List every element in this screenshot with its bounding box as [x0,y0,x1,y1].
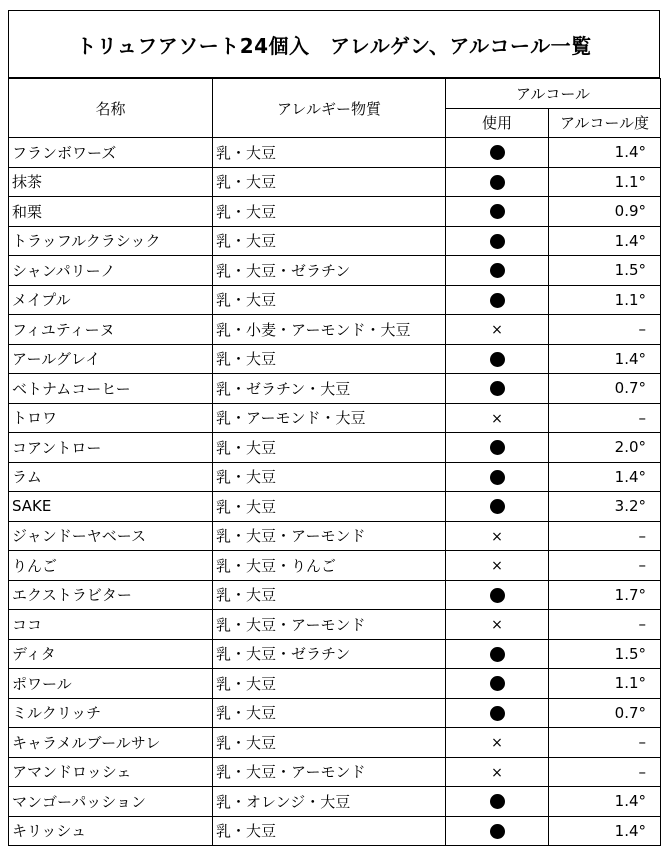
alcohol-degree-cell: – [549,551,661,581]
alcohol-degree-cell: 1.4° [549,816,661,846]
allergen-cell: 乳・大豆 [213,226,446,256]
product-name-cell: ラム [9,462,213,492]
filled-circle-icon [490,647,505,662]
alcohol-used-cell [446,816,549,846]
table-row [9,344,661,374]
table-row [9,462,661,492]
product-name-cell: ベトナムコーヒー [9,374,213,404]
table-row [9,315,661,345]
allergen-cell: 乳・大豆・アーモンド [213,757,446,787]
allergen-cell: 乳・ゼラチン・大豆 [213,374,446,404]
alcohol-degree-cell: 0.9° [549,197,661,227]
cross-mark: × [491,764,503,781]
allergen-cell: 乳・大豆・ゼラチン [213,256,446,286]
cross-mark: × [491,617,503,634]
filled-circle-icon [490,175,505,190]
allergen-cell: 乳・大豆 [213,285,446,315]
alcohol-degree-cell: 1.4° [549,138,661,168]
alcohol-used-cell [446,315,549,345]
alcohol-degree-cell: – [549,315,661,345]
filled-circle-icon [490,381,505,396]
alcohol-degree-cell: 1.1° [549,167,661,197]
table-row [9,757,661,787]
allergen-cell: 乳・大豆 [213,433,446,463]
table-row [9,138,661,168]
allergen-cell: 乳・大豆 [213,138,446,168]
table-row [9,787,661,817]
allergen-cell: 乳・大豆 [213,167,446,197]
allergen-cell: 乳・アーモンド・大豆 [213,403,446,433]
allergen-cell: 乳・大豆 [213,344,446,374]
filled-circle-icon [490,234,505,249]
table-row [9,521,661,551]
filled-circle-icon [490,824,505,839]
table-row [9,698,661,728]
allergen-cell: 乳・小麦・アーモンド・大豆 [213,315,446,345]
filled-circle-icon [490,676,505,691]
alcohol-used-cell [446,551,549,581]
alcohol-used-cell [446,610,549,640]
table-row [9,226,661,256]
product-name-cell: シャンパリーノ [9,256,213,286]
filled-circle-icon [490,263,505,278]
page-title: トリュフアソート24個入 アレルゲン、アルコール一覧 [8,10,660,78]
table-row [9,728,661,758]
table-row [9,639,661,669]
alcohol-used-cell [446,639,549,669]
alcohol-degree-cell: 1.4° [549,462,661,492]
filled-circle-icon [490,794,505,809]
allergen-cell: 乳・大豆 [213,698,446,728]
allergen-cell: 乳・大豆・アーモンド [213,610,446,640]
allergen-cell: 乳・大豆 [213,728,446,758]
alcohol-degree-cell: 1.4° [549,226,661,256]
table-row [9,403,661,433]
allergen-cell: 乳・大豆・ゼラチン [213,639,446,669]
alcohol-used-cell [446,669,549,699]
alcohol-degree-cell: 1.4° [549,344,661,374]
product-name-cell: ジャンドーヤベース [9,521,213,551]
alcohol-degree-cell: 1.1° [549,285,661,315]
alcohol-used-cell [446,757,549,787]
alcohol-degree-cell: – [549,728,661,758]
alcohol-used-cell [446,698,549,728]
header-name: 名称 [9,79,213,138]
allergen-alcohol-table [8,78,661,846]
product-name-cell: フィユティーヌ [9,315,213,345]
alcohol-used-cell [446,138,549,168]
product-name-cell: 和栗 [9,197,213,227]
product-name-cell: コアントロー [9,433,213,463]
filled-circle-icon [490,293,505,308]
filled-circle-icon [490,440,505,455]
product-name-cell: 抹茶 [9,167,213,197]
table-row [9,433,661,463]
product-name-cell: フランボワーズ [9,138,213,168]
alcohol-degree-cell: 1.4° [549,787,661,817]
alcohol-degree-cell: 2.0° [549,433,661,463]
product-name-cell: マンゴーパッション [9,787,213,817]
header-alcohol: アルコール [446,79,661,109]
allergen-cell: 乳・大豆 [213,669,446,699]
product-name-cell: アールグレイ [9,344,213,374]
alcohol-degree-cell: 0.7° [549,374,661,404]
filled-circle-icon [490,352,505,367]
table-row [9,551,661,581]
alcohol-degree-cell: – [549,403,661,433]
table-row [9,374,661,404]
cross-mark: × [491,322,503,339]
alcohol-used-cell [446,580,549,610]
alcohol-used-cell [446,403,549,433]
alcohol-used-cell [446,256,549,286]
allergen-cell: 乳・大豆・アーモンド [213,521,446,551]
alcohol-degree-cell: – [549,521,661,551]
alcohol-degree-cell: 1.5° [549,256,661,286]
product-name-cell: キャラメルブールサレ [9,728,213,758]
product-name-cell: ディタ [9,639,213,669]
alcohol-degree-cell: 3.2° [549,492,661,522]
cross-mark: × [491,558,503,575]
table-row [9,256,661,286]
filled-circle-icon [490,588,505,603]
table-body [9,138,661,846]
alcohol-used-cell [446,433,549,463]
table-row [9,669,661,699]
alcohol-used-cell [446,521,549,551]
alcohol-used-cell [446,492,549,522]
allergen-cell: 乳・大豆 [213,492,446,522]
alcohol-used-cell [446,197,549,227]
table-row [9,197,661,227]
product-name-cell: トラッフルクラシック [9,226,213,256]
table-row [9,816,661,846]
header-allergen: アレルギー物質 [213,79,446,138]
header-used: 使用 [446,108,549,138]
filled-circle-icon [490,499,505,514]
filled-circle-icon [490,204,505,219]
product-name-cell: りんご [9,551,213,581]
product-name-cell: ミルクリッチ [9,698,213,728]
table-row [9,610,661,640]
allergen-cell: 乳・大豆 [213,816,446,846]
filled-circle-icon [490,470,505,485]
product-name-cell: SAKE [9,492,213,522]
filled-circle-icon [490,706,505,721]
allergen-cell: 乳・大豆 [213,197,446,227]
alcohol-used-cell [446,787,549,817]
alcohol-used-cell [446,167,549,197]
table-row [9,492,661,522]
alcohol-used-cell [446,226,549,256]
alcohol-degree-cell: 1.1° [549,669,661,699]
product-name-cell: キリッシュ [9,816,213,846]
cross-mark: × [491,735,503,752]
product-name-cell: トロワ [9,403,213,433]
alcohol-used-cell [446,462,549,492]
alcohol-degree-cell: 1.5° [549,639,661,669]
alcohol-degree-cell: – [549,610,661,640]
alcohol-used-cell [446,728,549,758]
header-degree: アルコール度 [549,108,661,138]
allergen-cell: 乳・オレンジ・大豆 [213,787,446,817]
alcohol-degree-cell: 0.7° [549,698,661,728]
table-row [9,285,661,315]
alcohol-degree-cell: 1.7° [549,580,661,610]
allergen-cell: 乳・大豆 [213,580,446,610]
cross-mark: × [491,528,503,545]
allergen-cell: 乳・大豆 [213,462,446,492]
product-name-cell: エクストラビター [9,580,213,610]
allergen-cell: 乳・大豆・りんご [213,551,446,581]
table-row [9,580,661,610]
cross-mark: × [491,410,503,427]
alcohol-degree-cell: – [549,757,661,787]
alcohol-used-cell [446,344,549,374]
product-name-cell: メイプル [9,285,213,315]
alcohol-used-cell [446,374,549,404]
filled-circle-icon [490,145,505,160]
product-name-cell: アマンドロッシェ [9,757,213,787]
table-row [9,167,661,197]
product-name-cell: ココ [9,610,213,640]
alcohol-used-cell [446,285,549,315]
product-name-cell: ポワール [9,669,213,699]
